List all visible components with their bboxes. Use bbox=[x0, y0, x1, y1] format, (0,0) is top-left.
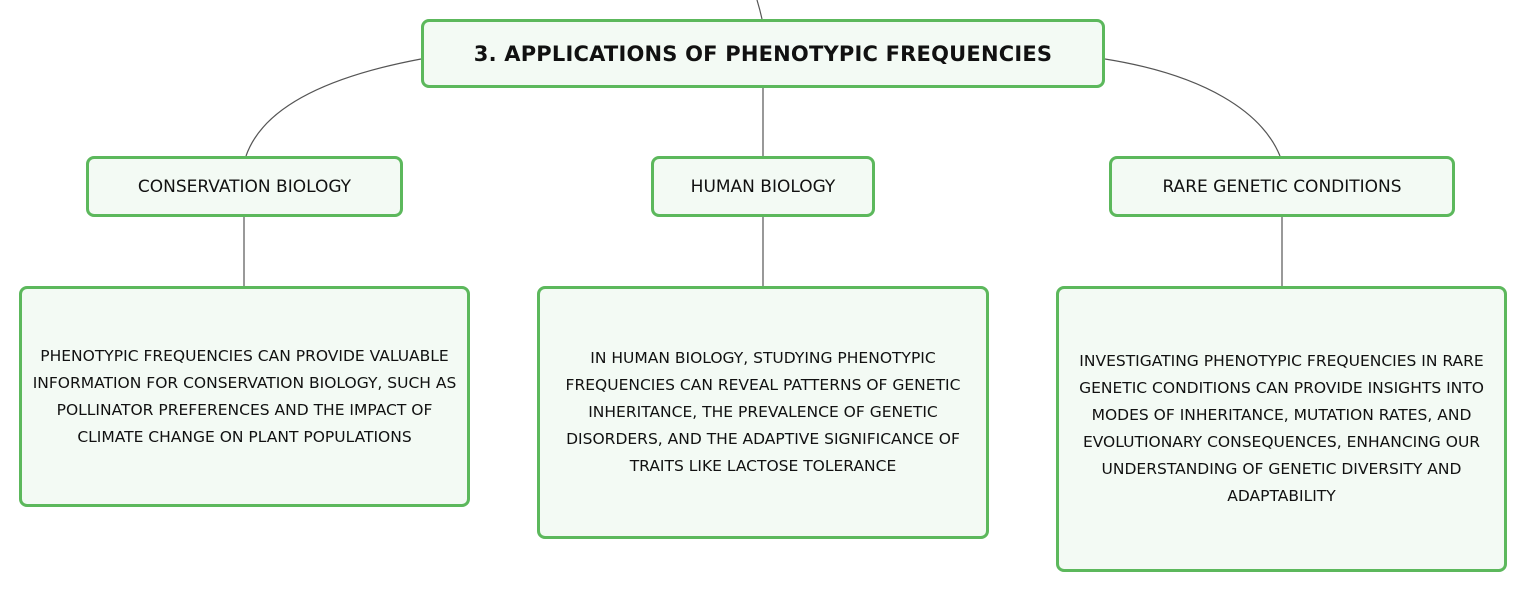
detail-text: PHENOTYPIC FREQUENCIES CAN PROVIDE VALUABLE INFORMATION FOR CONSERVATION BIOLOGY, SUCH AS POLLINATOR PREFERENCES AND THE IMPACT OF CLIMATE CHANGE ON PLANT POPULATIONS bbox=[32, 346, 457, 446]
connector-parent-to-root bbox=[757, 0, 762, 19]
subtopic-label: HUMAN BIOLOGY bbox=[690, 176, 836, 197]
detail-human-biology[interactable] bbox=[537, 286, 989, 539]
connector-root-to-rare bbox=[1105, 59, 1280, 156]
subtopic-label: CONSERVATION BIOLOGY bbox=[137, 176, 352, 197]
subtopic-human-biology[interactable] bbox=[651, 156, 875, 217]
detail-rare-genetic-conditions[interactable] bbox=[1056, 286, 1507, 572]
subtopic-rare-genetic-conditions[interactable] bbox=[1109, 156, 1455, 217]
connector-root-to-conservation bbox=[246, 59, 421, 156]
detail-text: IN HUMAN BIOLOGY, STUDYING PHENOTYPIC FREQUENCIES CAN REVEAL PATTERNS OF GENETIC INHERITANCE, THE PREVALENCE OF GENETIC DISORDERS, AND THE ADAPTIVE SIGNIFICANCE OF TRAITS LIKE LACTOSE TOLERANCE bbox=[565, 349, 961, 475]
detail-text: INVESTIGATING PHENOTYPIC FREQUENCIES IN RARE GENETIC CONDITIONS CAN PROVIDE INSIGHTS INTO MODES OF INHERITANCE, MUTATION RATES, AND EVOLUTIONARY CONSEQUENCES, ENHANCING OUR UNDERSTANDING OF GENETIC DIVERSITY AND ADAPTABILITY bbox=[1079, 352, 1484, 505]
subtopic-conservation-biology[interactable] bbox=[86, 156, 403, 217]
subtopic-label: RARE GENETIC CONDITIONS bbox=[1162, 176, 1402, 197]
root-topic-label: 3. APPLICATIONS OF PHENOTYPIC FREQUENCIES bbox=[473, 41, 1053, 66]
root-topic-node[interactable] bbox=[421, 19, 1105, 88]
detail-conservation-biology[interactable] bbox=[19, 286, 470, 507]
